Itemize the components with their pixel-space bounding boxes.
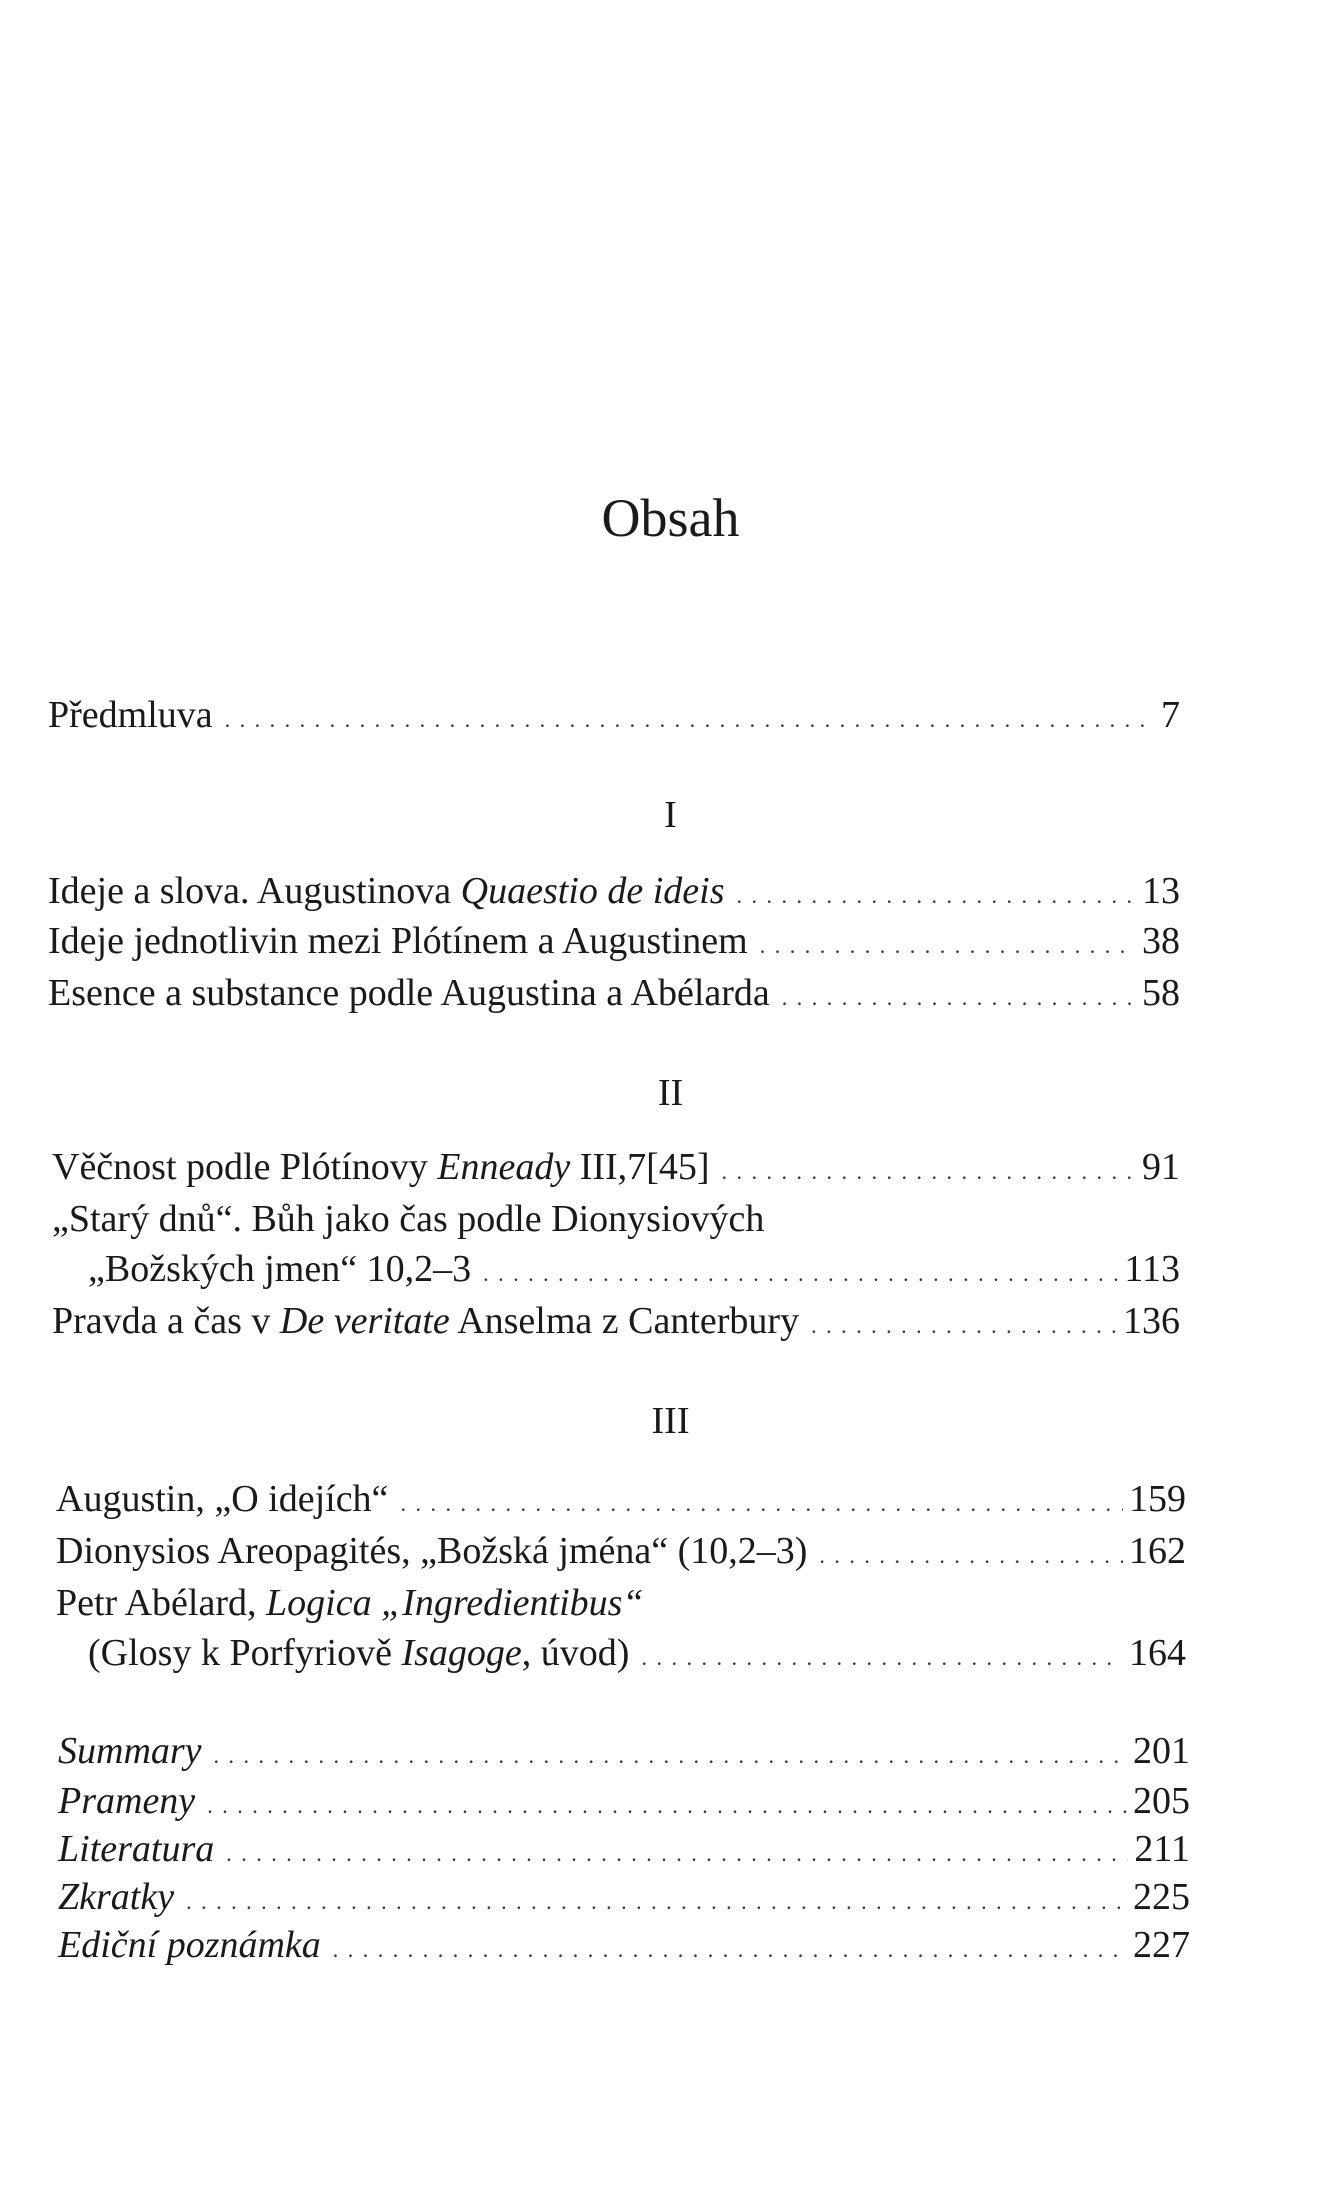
toc-entry[interactable]	[88, 1630, 1186, 1681]
toc-entry-prameny[interactable]	[58, 1778, 1190, 1829]
toc-entry-page: 136	[1123, 1300, 1180, 1342]
toc-entry-page: 201	[1133, 1730, 1190, 1772]
toc-entry-title: Literatura	[58, 1828, 215, 1870]
toc-entry[interactable]	[48, 868, 1180, 919]
toc-entry-title: Předmluva	[48, 694, 213, 736]
toc-entry[interactable]	[52, 1144, 1180, 1195]
dot-leader	[207, 1783, 1127, 1829]
dot-leader	[722, 1149, 1137, 1195]
toc-entry-preface[interactable]	[48, 692, 1180, 743]
dot-leader	[333, 1927, 1127, 1973]
toc-entry-page: 91	[1142, 1146, 1180, 1188]
toc-entry[interactable]	[56, 1528, 1186, 1579]
toc-entry[interactable]	[48, 918, 1180, 969]
toc-entry-page: 211	[1134, 1828, 1190, 1870]
dot-leader	[225, 697, 1155, 743]
toc-entry-title: Prameny	[58, 1780, 196, 1822]
toc-entry-page: 164	[1129, 1632, 1186, 1674]
section-heading-1: I	[664, 794, 677, 836]
toc-entry[interactable]	[88, 1246, 1180, 1297]
toc-entry-page: 38	[1142, 920, 1180, 962]
toc-entry-literatura[interactable]	[58, 1826, 1190, 1877]
toc-entry-page: 159	[1129, 1478, 1186, 1520]
toc-entry-page: 113	[1124, 1248, 1180, 1290]
toc-entry-page: 205	[1133, 1780, 1190, 1822]
toc-entry-zkratky[interactable]	[58, 1874, 1190, 1925]
toc-entry-title: Zkratky	[58, 1876, 175, 1918]
dot-leader	[811, 1303, 1117, 1349]
toc-entry-page: 225	[1133, 1876, 1190, 1918]
toc-entry-title: Ideje jednotlivin mezi Plótínem a Augustinem	[48, 920, 748, 962]
toc-entry-title: „Božských jmen“ 10,2–3	[88, 1248, 472, 1290]
toc-entry-title: Summary	[58, 1730, 202, 1772]
toc-entry-title[interactable]: „Starý dnů“. Bůh jako čas podle Dionysiových	[52, 1198, 765, 1240]
dot-leader	[819, 1533, 1123, 1579]
toc-entry[interactable]	[52, 1298, 1180, 1349]
toc-entry-title: Ediční poznámka	[58, 1924, 321, 1966]
dot-leader	[186, 1879, 1127, 1925]
page-title: Obsah	[601, 488, 740, 548]
toc-entry-page: 58	[1142, 972, 1180, 1014]
toc-entry[interactable]	[48, 970, 1180, 1021]
toc-entry-page: 162	[1129, 1530, 1186, 1572]
toc-entry-title: Augustin, „O idejích“	[56, 1478, 389, 1520]
dot-leader	[226, 1831, 1128, 1877]
dot-leader	[400, 1481, 1123, 1527]
toc-entry-page: 7	[1161, 694, 1180, 736]
dot-leader	[641, 1635, 1123, 1681]
section-heading-3: III	[651, 1400, 690, 1442]
toc-entry[interactable]	[56, 1476, 1186, 1527]
toc-entry-title[interactable]: Petr Abélard, Logica „Ingredientibus“	[56, 1582, 644, 1624]
toc-entry-edicni-poznamka[interactable]	[58, 1922, 1190, 1973]
toc-entry-title: Esence a substance podle Augustina a Abélarda	[48, 972, 770, 1014]
toc-entry-title: Pravda a čas v De veritate Anselma z Canterbury	[52, 1300, 800, 1342]
section-heading-2: II	[657, 1072, 684, 1114]
dot-leader	[214, 1733, 1127, 1779]
toc-entry-title: Ideje a slova. Augustinova Quaestio de ideis	[48, 870, 725, 912]
toc-entry-page: 227	[1133, 1924, 1190, 1966]
dot-leader	[737, 873, 1137, 919]
toc-entry-title: Věčnost podle Plótínovy Enneady III,7[45]	[52, 1146, 710, 1188]
toc-entry-title: Dionysios Areopagités, „Božská jména“ (10,2–3)	[56, 1530, 808, 1572]
toc-entry-page: 13	[1142, 870, 1180, 912]
toc-entry-title: (Glosy k Porfyriově Isagoge, úvod)	[88, 1632, 630, 1674]
toc-entry-summary[interactable]	[58, 1728, 1190, 1779]
dot-leader	[760, 923, 1136, 969]
dot-leader	[782, 975, 1136, 1021]
dot-leader	[483, 1251, 1118, 1297]
